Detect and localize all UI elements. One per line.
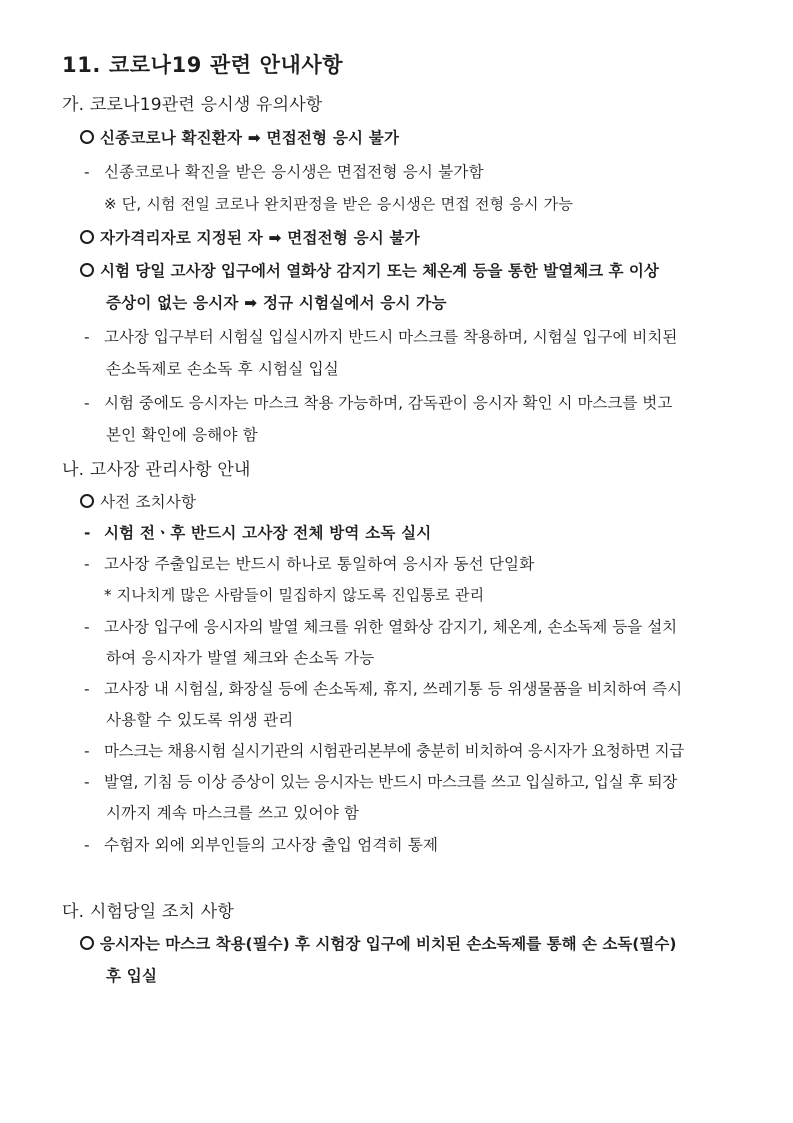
dash-item: - 고사장 내 시험실, 화장실 등에 손소독제, 휴지, 쓰레기통 등 위생물품을 비치하여 즉시 bbox=[84, 680, 683, 698]
dash-item: - 고사장 입구에 응시자의 발열 체크를 위한 열화상 감지기, 체온계, 손소독제 등을 설치 bbox=[84, 618, 678, 636]
bullet-continuation: 후 입실 bbox=[106, 967, 158, 985]
dash-item: - 마스크는 채용시험 실시기관의 시험관리본부에 충분히 비치하여 응시자가 요청하면 지급 bbox=[84, 742, 684, 760]
circle-bullet-icon bbox=[80, 494, 94, 508]
dash-item: - 고사장 주출입로는 반드시 하나로 통일하여 응시자 동선 단일화 bbox=[84, 555, 535, 573]
circle-bullet-icon bbox=[80, 263, 94, 277]
circle-bullet-icon bbox=[80, 230, 94, 244]
bullet-item: 신종코로나 확진환자 ➡ 면접전형 응시 불가 bbox=[80, 128, 399, 148]
dash-continuation: 손소독제로 손소독 후 시험실 입실 bbox=[106, 360, 339, 378]
circle-bullet-icon bbox=[80, 130, 94, 144]
note-text: * 지나치게 많은 사람들이 밀집하지 않도록 진입통로 관리 bbox=[104, 586, 485, 604]
dash-continuation: 시까지 계속 마스크를 쓰고 있어야 함 bbox=[106, 804, 360, 822]
bullet-item: 응시자는 마스크 착용(필수) 후 시험장 입구에 비치된 손소독제를 통해 손 소독(필수) bbox=[80, 934, 676, 954]
dash-item: - 수험자 외에 외부인들의 고사장 출입 엄격히 통제 bbox=[84, 836, 439, 854]
note-text: ※ 단, 시험 전일 코로나 완치판정을 받은 응시생은 면접 전형 응시 가능 bbox=[104, 195, 574, 213]
dash-item: - 시험 전ㆍ후 반드시 고사장 전체 방역 소독 실시 bbox=[84, 524, 432, 542]
dash-item: - 발열, 기침 등 이상 증상이 있는 응시자는 반드시 마스크를 쓰고 입실하고, 입실 후 퇴장 bbox=[84, 773, 678, 791]
dash-item: - 시험 중에도 응시자는 마스크 착용 가능하며, 감독관이 응시자 확인 시 마스크를 벗고 bbox=[84, 394, 673, 412]
dash-continuation: 사용할 수 있도록 위생 관리 bbox=[106, 711, 294, 729]
bullet-item: 자가격리자로 지정된 자 ➡ 면접전형 응시 불가 bbox=[80, 228, 420, 248]
dash-continuation: 본인 확인에 응해야 함 bbox=[106, 426, 258, 444]
page-title: 11. 코로나19 관련 안내사항 bbox=[62, 53, 344, 77]
dash-item: - 신종코로나 확진을 받은 응시생은 면접전형 응시 불가함 bbox=[84, 163, 484, 181]
section-heading-na: 나. 고사장 관리사항 안내 bbox=[62, 460, 251, 480]
section-heading-da: 다. 시험당일 조치 사항 bbox=[62, 902, 235, 922]
dash-continuation: 하여 응시자가 발열 체크와 손소독 가능 bbox=[106, 649, 375, 667]
dash-item: - 고사장 입구부터 시험실 입실시까지 반드시 마스크를 착용하며, 시험실 입구에 비치된 bbox=[84, 328, 678, 346]
circle-bullet-icon bbox=[80, 936, 94, 950]
bullet-item: 시험 당일 고사장 입구에서 열화상 감지기 또는 체온계 등을 통한 발열체크 후 이상 bbox=[80, 261, 659, 281]
bullet-continuation: 증상이 없는 응시자 ➡ 정규 시험실에서 응시 가능 bbox=[106, 294, 447, 312]
bullet-item: 사전 조치사항 bbox=[80, 492, 196, 512]
section-heading-ga: 가. 코로나19관련 응시생 유의사항 bbox=[62, 95, 323, 115]
